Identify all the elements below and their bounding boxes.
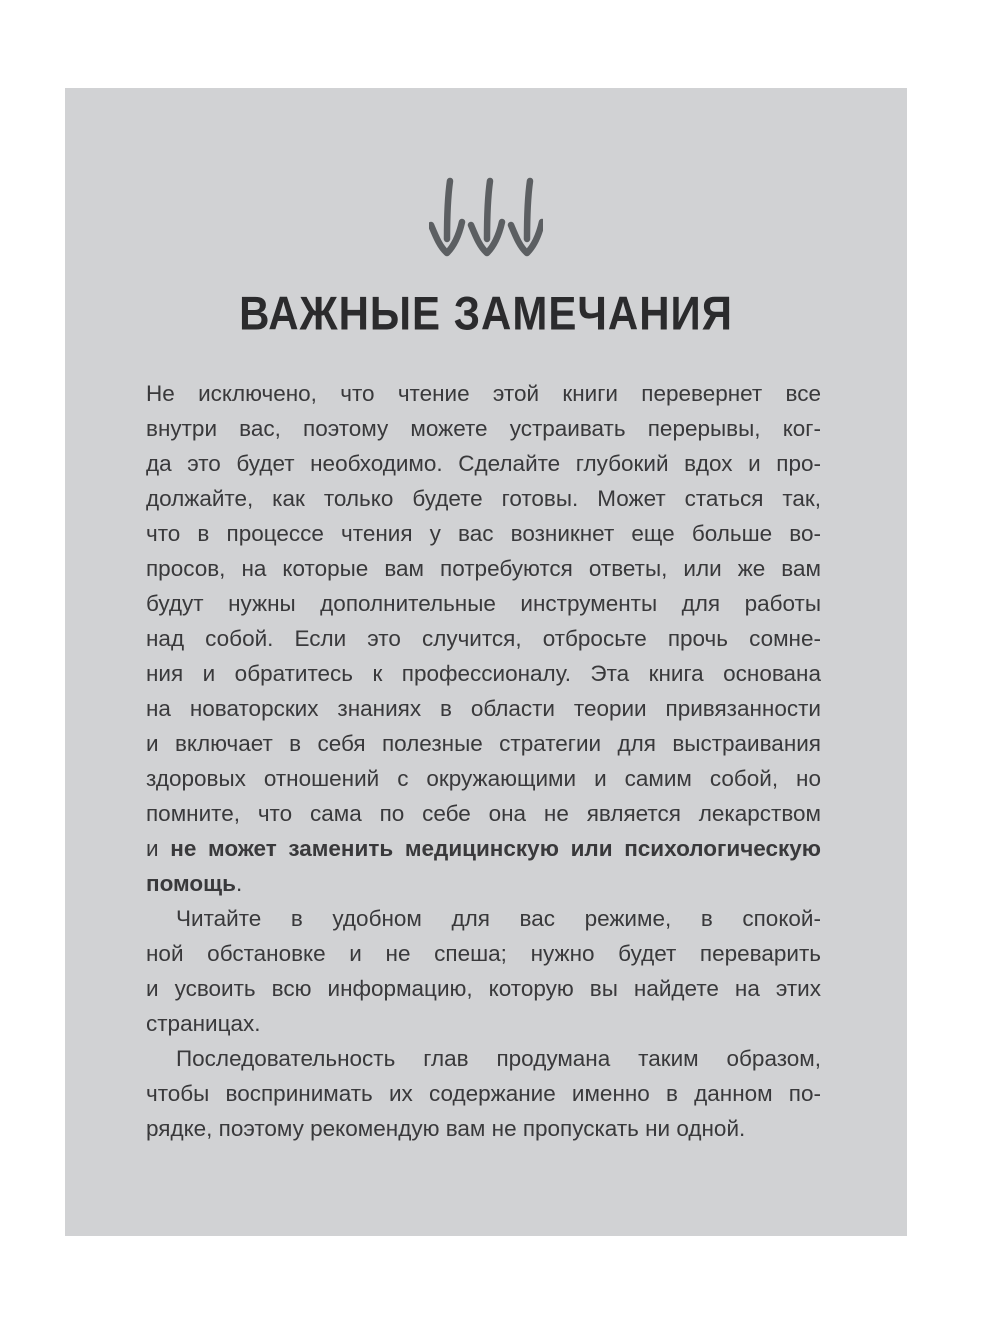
- text-line: [146, 446, 821, 481]
- text-line: [146, 691, 821, 726]
- text-line: [146, 656, 821, 691]
- text-line: [146, 1111, 821, 1146]
- text-line: [146, 516, 821, 551]
- text-line: [146, 726, 821, 761]
- text-run: и включает в себя полезные стратегии для выстраивания: [146, 731, 821, 756]
- bold-text-run: не может заменить медицинскую или психологическую: [170, 836, 821, 861]
- text-line: [146, 551, 821, 586]
- text-run: .: [235, 871, 243, 896]
- text-run: рядке, поэтому рекомендую вам не пропускать ни одной.: [146, 1116, 746, 1141]
- text-line: [146, 586, 821, 621]
- text-line: [146, 936, 821, 971]
- text-run: на новаторских знаниях в области теории привязанности: [146, 696, 821, 721]
- text-run: и усвоить всю информацию, которую вы найдете на этих: [146, 976, 821, 1001]
- text-line: [146, 1076, 821, 1111]
- three-down-arrows-icon: [429, 177, 543, 259]
- text-line: [146, 481, 821, 516]
- text-line: [146, 796, 821, 831]
- text-run: ной обстановке и не спеша; нужно будет переварить: [146, 941, 821, 966]
- book-page: [65, 88, 907, 1236]
- text-line: [146, 1041, 821, 1076]
- text-run: здоровых отношений с окружающими и самим собой, но: [146, 766, 821, 791]
- text-run: над собой. Если это случится, отбросьте прочь сомне-: [146, 626, 821, 651]
- text-run: внутри вас, поэтому можете устраивать перерывы, ког-: [146, 416, 821, 441]
- text-run: и: [146, 836, 171, 861]
- text-run: чтобы воспринимать их содержание именно в данном по-: [146, 1081, 821, 1106]
- text-line: [146, 761, 821, 796]
- text-line: [146, 971, 821, 1006]
- text-run: Читайте в удобном для вас режиме, в спокой-: [176, 906, 821, 931]
- text-run: страницах.: [146, 1011, 261, 1036]
- bold-text-run: помощь: [146, 871, 236, 896]
- text-line: [146, 866, 821, 901]
- page-title: ВАЖНЫЕ ЗАМЕЧАНИЯ: [239, 287, 733, 340]
- text-run: просов, на которые вам потребуются ответы, или же вам: [146, 556, 821, 581]
- text-run: Последовательность глав продумана таким образом,: [176, 1046, 821, 1071]
- text-line: [146, 831, 821, 866]
- text-run: должайте, как только будете готовы. Может статься так,: [146, 486, 821, 511]
- text-line: [146, 621, 821, 656]
- text-run: помните, что сама по себе она не является лекарством: [146, 801, 821, 826]
- text-run: будут нужны дополнительные инструменты для работы: [146, 591, 821, 616]
- text-run: Не исключено, что чтение этой книги перевернет все: [146, 381, 821, 406]
- text-run: что в процессе чтения у вас возникнет еще больше во-: [146, 521, 821, 546]
- text-line: [146, 376, 821, 411]
- text-run: да это будет необходимо. Сделайте глубокий вдох и про-: [146, 451, 821, 476]
- text-line: [146, 1006, 821, 1041]
- text-line: [146, 411, 821, 446]
- text-line: [146, 901, 821, 936]
- text-run: ния и обратитесь к профессионалу. Эта книга основана: [146, 661, 821, 686]
- body-text: [146, 376, 821, 1146]
